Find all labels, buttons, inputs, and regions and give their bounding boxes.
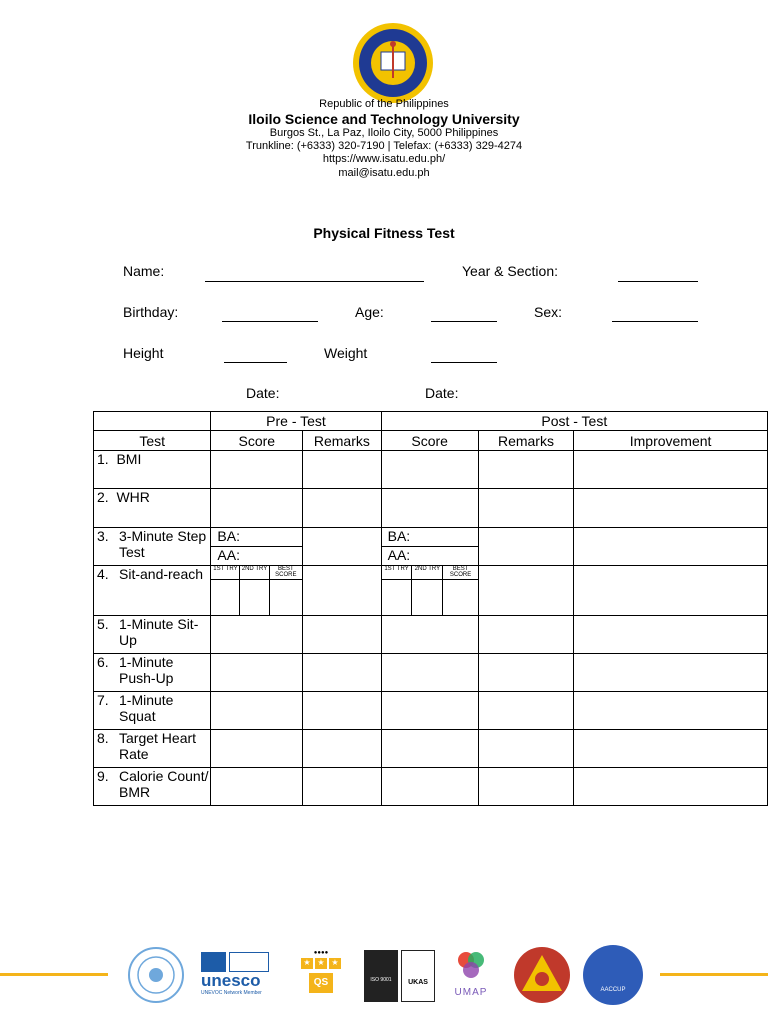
pre-score-cell[interactable] [211,768,303,806]
footer-right-bar [660,973,768,976]
university-name: Iloilo Science and Technology University [248,111,520,127]
sex-label: Sex: [534,304,563,320]
height-field[interactable] [224,362,287,363]
age-label: Age: [355,304,384,320]
blank-header-cell [94,412,211,431]
post-score-cell[interactable] [381,768,478,806]
association-seal-logo [127,946,185,1004]
pre-remarks-cell[interactable] [303,528,381,566]
weight-label: Weight [324,345,368,361]
table-row [94,654,768,692]
weight-field[interactable] [431,362,497,363]
improvement-cell[interactable] [574,566,768,616]
table-row [94,451,768,489]
form-title: Physical Fitness Test [313,225,455,241]
post-score-cell[interactable] [381,654,478,692]
improvement-cell[interactable] [574,692,768,730]
test-column-header: Test [94,431,211,451]
test-name-cell: 1. BMI [94,451,211,489]
pre-aa-cell[interactable]: AA: [211,547,303,566]
post-try1-header: 1ST TRY [381,566,412,580]
pre-score-header: Score [211,431,303,451]
qs-stars-logo: ●●●● ★ ★ ★ QS [300,950,342,1004]
table-row [94,489,768,528]
table-row [94,730,768,768]
post-try2-header: 2ND TRY [412,566,443,580]
pre-remarks-cell[interactable] [303,654,381,692]
post-score-cell[interactable] [381,692,478,730]
fitness-test-table [93,411,768,806]
pre-date-label: Date: [246,385,280,401]
pre-remarks-cell[interactable] [303,566,381,616]
post-score-cell[interactable] [381,616,478,654]
pre-try1-cell[interactable] [211,580,240,616]
pre-score-cell[interactable] [211,489,303,528]
improvement-cell[interactable] [574,528,768,566]
pre-remarks-cell[interactable] [303,616,381,654]
improvement-cell[interactable] [574,768,768,806]
post-remarks-cell[interactable] [478,566,573,616]
pre-best-cell[interactable] [269,580,303,616]
footer-left-bar [0,973,108,976]
table-row [94,616,768,654]
post-remarks-cell[interactable] [478,768,573,806]
name-field[interactable] [205,281,424,282]
test-name-cell: 8. Target Heart Rate [94,730,211,768]
umap-logo: UMAP [450,948,492,1004]
pre-try1-header: 1ST TRY [211,566,240,580]
post-ba-cell[interactable]: BA: [381,528,478,547]
pre-score-cell[interactable] [211,451,303,489]
pre-test-header: Pre - Test [211,412,381,431]
table-row [94,768,768,806]
iso-ukas-logo: ISO 9001 UKAS [364,950,436,1002]
unesco-logo: unesco UNEVOC Network Member [201,952,273,1004]
improvement-cell[interactable] [574,730,768,768]
pre-remarks-cell[interactable] [303,692,381,730]
birthday-field[interactable] [222,321,318,322]
pre-try2-header: 2ND TRY [240,566,269,580]
gear-emblem-logo [512,945,572,1005]
test-name-cell: 7. 1-Minute Squat [94,692,211,730]
pre-best-header: BEST SCORE [269,566,303,580]
post-remarks-cell[interactable] [478,692,573,730]
post-score-cell[interactable] [381,730,478,768]
post-remarks-cell[interactable] [478,654,573,692]
post-date-label: Date: [425,385,459,401]
height-label: Height [123,345,164,361]
post-remarks-cell[interactable] [478,528,573,566]
pre-remarks-header: Remarks [303,431,381,451]
post-score-header: Score [381,431,478,451]
post-best-cell[interactable] [443,580,478,616]
post-remarks-cell[interactable] [478,489,573,528]
test-name-cell: 4. Sit-and-reach [94,566,211,616]
pre-score-cell[interactable] [211,654,303,692]
table-row [94,692,768,730]
aaccup-logo: AACCUP [583,945,643,1005]
improvement-header: Improvement [574,431,768,451]
post-score-cell[interactable] [381,451,478,489]
post-remarks-cell[interactable] [478,616,573,654]
year-section-field[interactable] [618,281,698,282]
university-seal-logo [352,22,434,104]
name-label: Name: [123,263,165,279]
year-section-label: Year & Section: [462,263,558,279]
email-line: mail@isatu.edu.ph [338,167,430,179]
birthday-label: Birthday: [123,304,179,320]
post-remarks-header: Remarks [478,431,573,451]
address-line: Burgos St., La Paz, Iloilo City, 5000 Philippines [269,127,499,139]
post-remarks-cell[interactable] [478,451,573,489]
post-test-header: Post - Test [381,412,767,431]
pre-try2-cell[interactable] [240,580,269,616]
improvement-cell[interactable] [574,451,768,489]
republic-line: Republic of the Philippines [319,98,449,110]
phone-line: Trunkline: (+6333) 320-7190 | Telefax: (+6333) 329-4274 [245,140,523,152]
post-try1-cell[interactable] [381,580,412,616]
age-field[interactable] [431,321,497,322]
post-score-cell[interactable] [381,489,478,528]
pre-remarks-cell[interactable] [303,768,381,806]
website-line: https://www.isatu.edu.ph/ [322,153,446,165]
table-row [94,528,768,547]
post-try2-cell[interactable] [412,580,443,616]
post-remarks-cell[interactable] [478,730,573,768]
test-name-cell: 3. 3-Minute Step Test [94,528,211,566]
test-name-cell: 2. WHR [94,489,211,528]
test-name-cell: 9. Calorie Count/ BMR [94,768,211,806]
pre-score-cell[interactable] [211,730,303,768]
improvement-cell[interactable] [574,489,768,528]
pre-remarks-cell[interactable] [303,730,381,768]
sex-field[interactable] [612,321,698,322]
improvement-cell[interactable] [574,616,768,654]
test-name-cell: 5. 1-Minute Sit-Up [94,616,211,654]
test-name-cell: 6. 1-Minute Push-Up [94,654,211,692]
pre-ba-cell[interactable]: BA: [211,528,303,547]
pre-score-cell[interactable] [211,616,303,654]
pre-remarks-cell[interactable] [303,489,381,528]
pre-score-cell[interactable] [211,692,303,730]
post-best-header: BEST SCORE [443,566,478,580]
post-aa-cell[interactable]: AA: [381,547,478,566]
pre-remarks-cell[interactable] [303,451,381,489]
improvement-cell[interactable] [574,654,768,692]
table-row [94,566,768,580]
